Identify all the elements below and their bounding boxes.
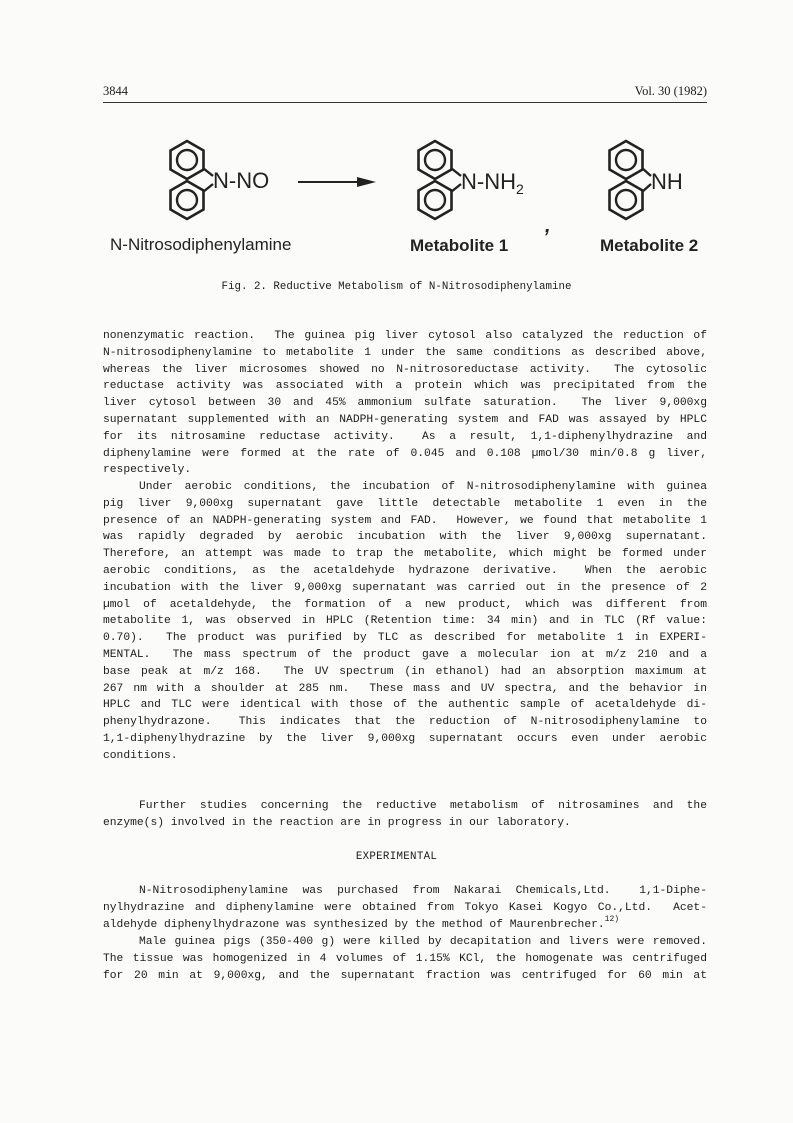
reference-marker: 12) — [604, 914, 620, 924]
text-line: N-Nitrosodiphenylamine was purchased from Nakarai Chemicals,Ltd. 1,1-Diphe- — [139, 885, 707, 897]
paragraph-3 — [103, 798, 707, 832]
metabolite-1-group-label: $N-NH_2$ — [461, 169, 524, 197]
reaction-scheme-figure — [0, 120, 793, 270]
text-line: Further studies concerning the reductive metabolism of nitrosamines and the — [139, 800, 707, 812]
text-line: aerobic conditions, as the acetaldehyde hydrazone derivative. When the aerobic — [103, 564, 707, 577]
text-line: supernatant supplemented with an NADPH-generating system and FAD was assayed by HPLC — [103, 413, 707, 426]
text-line: phenylhydrazone. This indicates that the reduction of N-nitrosodiphenylamine to — [103, 716, 707, 729]
text-line: 0.70). The product was purified by TLC as described for metabolite 1 in EXPERI- — [103, 632, 707, 645]
text-line: µmol of acetaldehyde, the formation of a new product, which was different from — [103, 598, 707, 611]
paragraph-2 — [103, 479, 707, 765]
text-line: for 20 min at 9,000xg, and the supernatant fraction was centrifuged for 60 min at — [103, 969, 707, 982]
text-line: whereas the liver microsomes showed no N-nitrosoreductase activity. The cytosolic — [103, 363, 707, 376]
text-line: 267 nm with a shoulder at 285 nm. These mass and UV spectra, and the behavior in — [103, 682, 707, 695]
text-line: pig liver 9,000xg supernatant gave little detectable metabolite 1 even in the — [103, 497, 707, 510]
text-line: enzyme(s) involved in the reaction are in progress in our laboratory. — [103, 816, 571, 829]
text-line: MENTAL. The mass spectrum of the product gave a molecular ion at m/z 210 and a — [103, 648, 707, 661]
text-line: Therefore, an attempt was made to trap the metabolite, which might be formed under — [103, 548, 707, 561]
metabolite-1-structure — [419, 141, 462, 219]
text-line: Male guinea pigs (350-400 g) were killed by decapitation and livers were removed. — [139, 936, 707, 948]
text-line: base peak at m/z 168. The UV spectrum (in ethanol) had an absorption maximum at — [103, 665, 707, 678]
figure-caption: Fig. 2. Reductive Metabolism of N-Nitrosodiphenylamine — [221, 281, 572, 293]
metabolite-2-name: Metabolite 2 — [600, 236, 699, 255]
metabolite-2-structure — [610, 141, 652, 219]
text-line: conditions. — [103, 749, 178, 762]
reactant-name: N-Nitrosodiphenylamine — [110, 235, 292, 254]
section-title: EXPERIMENTAL — [355, 851, 438, 863]
text-line: reductase activity was associated with a protein which was precipitated from the — [103, 380, 707, 393]
text-line: N-nitrosodiphenylamine to metabolite 1 under the same conditions as described above, — [103, 346, 707, 359]
reaction-arrow — [298, 177, 376, 187]
text-line: Under aerobic conditions, the incubation of N-nitrosodiphenylamine with guinea — [139, 481, 707, 493]
text-line: diphenylamine were formed at the rate of 0.045 and 0.108 µmol/30 min/0.8 g liver, — [103, 447, 707, 460]
header-rule — [103, 102, 707, 103]
experimental-paragraph-2 — [103, 934, 707, 984]
text-line: metabolite 1, was observed in HPLC (Retention time: 34 min) and in TLC (Rf value: — [103, 615, 707, 628]
product-separator: , — [545, 215, 551, 237]
text-line: HPLC and TLC were identical with those of the authentic sample of acetaldehyde di- — [103, 699, 707, 712]
text-line: The tissue was homogenized in 4 volumes of 1.15% KCl, the homogenate was centrifuged — [103, 952, 707, 965]
text-line: nylhydrazine and diphenylamine were obtained from Tokyo Kasei Kogyo Co.,Ltd. Acet- — [103, 901, 707, 914]
text-line: presence of an NADPH-generating system and FAD. However, we found that metabolite 1 — [103, 514, 707, 527]
metabolite-2-group-label: NH — [651, 169, 683, 194]
text-line: incubation with the liver 9,000xg supernatant was carried out in the presence of 2 — [103, 581, 707, 594]
text-line: for its nitrosamine reductase activity. As a result, 1,1-diphenylhydrazine and — [103, 430, 707, 443]
text-line: was rapidly degraded by aerobic incubation with the liver 9,000xg supernatant. — [103, 531, 707, 544]
experimental-paragraph-1 — [103, 883, 707, 933]
page-number: 3844 — [103, 84, 128, 98]
paragraph-1 — [103, 328, 707, 479]
reactant-group-label: N-NO — [213, 168, 270, 193]
text-line: 1,1-diphenylhydrazine by the liver 9,000xg supernatant occurs even under aerobic — [103, 732, 707, 745]
text-line: respectively. — [103, 464, 192, 477]
text-line: liver cytosol between 30 and 45% ammonium sulfate saturation. The liver 9,000xg — [103, 397, 707, 410]
volume-label: Vol. 30 (1982) — [634, 84, 707, 98]
reactant-structure — [171, 141, 214, 219]
metabolite-1-name: Metabolite 1 — [410, 236, 509, 255]
text-line: aldehyde diphenylhydrazone was synthesized by the method of Maurenbrecher.$^{12)}$ — [103, 914, 620, 931]
text-line: nonenzymatic reaction. The guinea pig liver cytosol also catalyzed the reduction of — [103, 330, 707, 342]
